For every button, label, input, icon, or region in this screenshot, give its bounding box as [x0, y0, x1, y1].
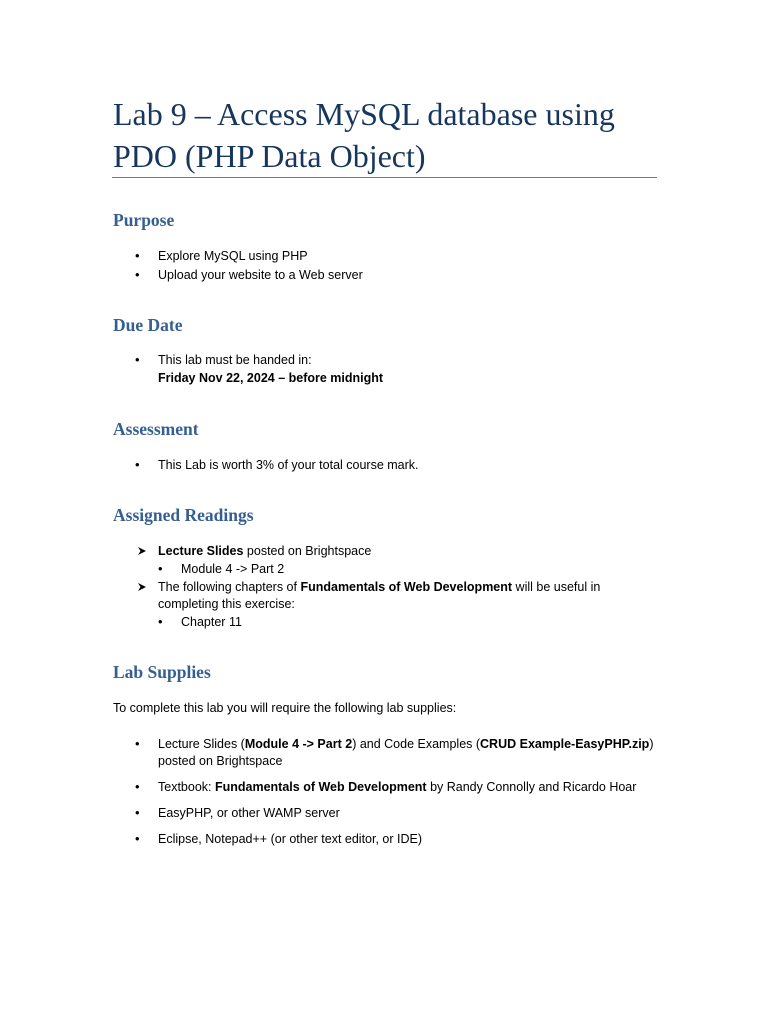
readings-item — [158, 543, 371, 559]
due-date-text: This lab must be handed in: — [158, 353, 312, 367]
assessment-heading: Assessment — [113, 419, 199, 439]
assessment-text: This Lab is worth 3% of your total course mark. — [158, 458, 419, 472]
document-title: Lab 9 – Access MySQL database using PDO (PHP Data Object) — [113, 96, 615, 174]
supplies-item-text: Lecture Slides ( — [158, 737, 245, 751]
due-date-value: Friday Nov 22, 2024 – before midnight — [158, 371, 384, 385]
due-date-heading: Due Date — [113, 315, 183, 335]
bullet-icon: • — [135, 805, 140, 820]
supplies-item-bold: Module 4 -> Part 2 — [244, 737, 353, 751]
supplies-item-text: ) — [649, 737, 654, 751]
bullet-icon: • — [158, 561, 163, 576]
purpose-item: Explore MySQL using PHP — [158, 249, 308, 263]
supplies-intro: To complete this lab you will require the following lab supplies: — [113, 701, 457, 715]
supplies-item — [158, 736, 653, 752]
readings-item-text: posted on Brightspace — [243, 544, 372, 558]
supplies-item-text: ) and Code Examples ( — [352, 737, 481, 751]
supplies-item: Eclipse, Notepad++ (or other text editor, or IDE) — [158, 832, 423, 846]
bullet-icon: • — [158, 614, 163, 629]
readings-item-continued: completing this exercise: — [158, 597, 295, 611]
supplies-heading: Lab Supplies — [113, 662, 211, 682]
readings-item-bold: Fundamentals of Web Development — [300, 580, 513, 594]
purpose-item: Upload your website to a Web server — [158, 268, 363, 282]
readings-subitem: Module 4 -> Part 2 — [181, 562, 285, 576]
supplies-item-bold: Fundamentals of Web Development — [214, 780, 427, 794]
supplies-item-continued: posted on Brightspace — [158, 754, 283, 768]
supplies-item-text: Textbook: — [158, 780, 215, 794]
readings-item-text: The following chapters of — [158, 580, 301, 594]
readings-item-bold: Lecture Slides — [158, 544, 244, 558]
purpose-heading: Purpose — [113, 210, 175, 230]
bullet-icon: • — [135, 779, 140, 794]
readings-item — [158, 579, 600, 595]
arrow-bullet-icon — [137, 546, 147, 556]
supplies-item — [158, 779, 636, 795]
supplies-item-text: by Randy Connolly and Ricardo Hoar — [426, 780, 637, 794]
bullet-icon: • — [135, 352, 140, 367]
bullet-icon: • — [135, 457, 140, 472]
title-divider — [112, 177, 657, 178]
bullet-icon: • — [135, 736, 140, 751]
bullet-icon: • — [135, 267, 140, 282]
bullet-icon: • — [135, 248, 140, 263]
bullet-icon: • — [135, 831, 140, 846]
readings-subitem: Chapter 11 — [181, 615, 242, 629]
readings-item-text: will be useful in — [512, 580, 601, 594]
supplies-item-bold: CRUD Example-EasyPHP.zip — [480, 737, 650, 751]
readings-heading: Assigned Readings — [113, 505, 254, 525]
supplies-item: EasyPHP, or other WAMP server — [158, 806, 340, 820]
arrow-bullet-icon — [137, 582, 147, 592]
